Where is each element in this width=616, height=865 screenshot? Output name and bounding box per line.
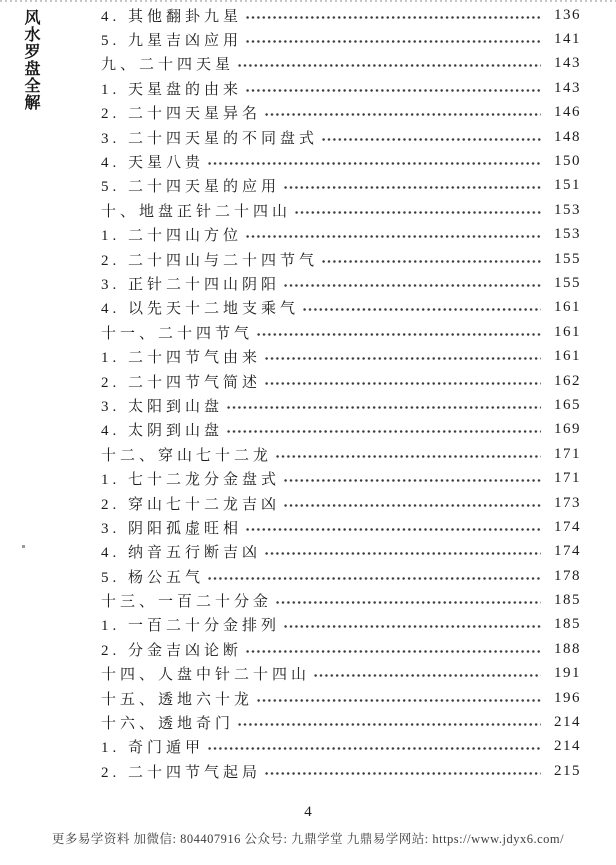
toc-entry-label: 2. 二十四节气起局 bbox=[101, 764, 262, 781]
toc-entry bbox=[101, 466, 581, 490]
toc-entry-label: 4. 其他翻卦九星 bbox=[101, 8, 243, 25]
dot-leader bbox=[284, 284, 541, 287]
toc-entry-page: 178 bbox=[554, 567, 581, 584]
toc-entry-label: 十二、穿山七十二龙 bbox=[101, 447, 273, 464]
toc-entry bbox=[101, 271, 581, 295]
toc-entry-label: 1. 七十二龙分金盘式 bbox=[101, 472, 281, 489]
toc-entry-page: 143 bbox=[554, 55, 581, 72]
toc-entry-label: 2. 穿山七十二龙吉凶 bbox=[101, 496, 281, 513]
dot-leader bbox=[284, 186, 541, 189]
toc-entry-label: 2. 二十四节气简述 bbox=[101, 374, 262, 391]
toc-entry-page: 153 bbox=[554, 201, 581, 218]
toc-entry-page: 136 bbox=[554, 6, 581, 23]
toc-entry-label: 3. 阴阳孤虚旺相 bbox=[101, 520, 243, 537]
dot-leader bbox=[238, 723, 541, 726]
toc-entry bbox=[101, 637, 581, 661]
toc-entry-label: 3. 太阳到山盘 bbox=[101, 398, 224, 415]
toc-entry-label: 2. 二十四天星异名 bbox=[101, 106, 262, 123]
dot-leader bbox=[284, 504, 541, 507]
toc-entry-label: 5. 二十四天星的应用 bbox=[101, 179, 281, 196]
toc-entry bbox=[101, 588, 581, 612]
toc-entry-label: 4. 以先天十二地支乘气 bbox=[101, 301, 300, 318]
toc-entry-page: 161 bbox=[554, 299, 581, 316]
toc-entry-page: 171 bbox=[554, 445, 581, 462]
dot-leader bbox=[246, 16, 541, 19]
dot-leader bbox=[227, 430, 541, 433]
toc-entry-page: 155 bbox=[554, 274, 581, 291]
dot-leader bbox=[265, 552, 541, 555]
toc-entry-page: 148 bbox=[554, 128, 581, 145]
toc-entry-label: 九、二十四天星 bbox=[101, 57, 235, 74]
dot-leader bbox=[295, 211, 541, 214]
dot-leader bbox=[246, 89, 541, 92]
toc-entry-page: 146 bbox=[554, 104, 581, 121]
toc-entry bbox=[101, 125, 581, 149]
toc-entry-label: 1. 二十四节气由来 bbox=[101, 350, 262, 367]
toc-entry bbox=[101, 149, 581, 173]
toc-entry bbox=[101, 198, 581, 222]
toc-entry-page: 191 bbox=[554, 665, 581, 682]
toc-entry-label: 2. 分金吉凶论断 bbox=[101, 642, 243, 659]
toc-entry-page: 161 bbox=[554, 348, 581, 365]
toc-entry bbox=[101, 296, 581, 320]
toc-entry bbox=[101, 344, 581, 368]
toc-entry-label: 5. 杨公五气 bbox=[101, 569, 205, 586]
toc-entry-page: 185 bbox=[554, 616, 581, 633]
toc-entry-label: 1. 奇门遁甲 bbox=[101, 740, 205, 757]
book-title-vertical: 风水罗盘全解 bbox=[22, 9, 39, 111]
toc-entry-label: 1. 一百二十分金排列 bbox=[101, 618, 281, 635]
toc-entry bbox=[101, 247, 581, 271]
toc-entry-label: 十一、二十四节气 bbox=[101, 325, 254, 342]
toc-entry-label: 4. 天星八贵 bbox=[101, 155, 205, 172]
dot-leader bbox=[322, 260, 541, 263]
toc-entry-page: 161 bbox=[554, 323, 581, 340]
toc-entry bbox=[101, 735, 581, 759]
dot-leader bbox=[284, 625, 541, 628]
toc-entry bbox=[101, 27, 581, 51]
toc-entry bbox=[101, 686, 581, 710]
toc-entry-page: 171 bbox=[554, 470, 581, 487]
toc-entry-page: 173 bbox=[554, 494, 581, 511]
toc-entry bbox=[101, 174, 581, 198]
dot-leader bbox=[246, 40, 541, 43]
toc-entry-page: 185 bbox=[554, 592, 581, 609]
toc-entry-page: 151 bbox=[554, 177, 581, 194]
toc-entry-label: 十、地盘正针二十四山 bbox=[101, 203, 292, 220]
dot-leader bbox=[303, 308, 541, 311]
toc-entry bbox=[101, 540, 581, 564]
toc-entry-page: 155 bbox=[554, 250, 581, 267]
scan-artifact-top-edge bbox=[0, 0, 616, 2]
toc-entry-label: 3. 二十四天星的不同盘式 bbox=[101, 130, 319, 147]
dot-leader bbox=[257, 699, 541, 702]
dot-leader bbox=[265, 382, 541, 385]
toc-entry-label: 5. 九星吉凶应用 bbox=[101, 33, 243, 50]
toc-entry-page: 174 bbox=[554, 518, 581, 535]
toc-entry bbox=[101, 418, 581, 442]
dot-leader bbox=[265, 772, 541, 775]
toc-entry-label: 十五、透地六十龙 bbox=[101, 691, 254, 708]
dot-leader bbox=[257, 333, 541, 336]
dot-leader bbox=[314, 674, 541, 677]
toc-entry-page: 188 bbox=[554, 640, 581, 657]
toc-entry bbox=[101, 223, 581, 247]
toc-entry bbox=[101, 759, 581, 783]
dot-leader bbox=[238, 64, 541, 67]
toc-entry-page: 153 bbox=[554, 226, 581, 243]
toc-entry bbox=[101, 564, 581, 588]
folio-page-number: 4 bbox=[304, 804, 312, 820]
dot-leader bbox=[208, 162, 541, 165]
dot-leader bbox=[276, 455, 541, 458]
toc-entry-page: 214 bbox=[554, 738, 581, 755]
toc-entry-label: 十三、一百二十分金 bbox=[101, 594, 273, 611]
toc-entry-page: 150 bbox=[554, 153, 581, 170]
toc-entry bbox=[101, 101, 581, 125]
toc-entry bbox=[101, 369, 581, 393]
dot-leader bbox=[208, 577, 541, 580]
table-of-contents bbox=[101, 3, 581, 784]
toc-entry bbox=[101, 613, 581, 637]
toc-entry-page: 174 bbox=[554, 543, 581, 560]
toc-entry-page: 214 bbox=[554, 714, 581, 731]
dot-leader bbox=[265, 357, 541, 360]
toc-entry-page: 162 bbox=[554, 372, 581, 389]
toc-entry-label: 1. 二十四山方位 bbox=[101, 228, 243, 245]
toc-entry-page: 143 bbox=[554, 79, 581, 96]
toc-entry-label: 3. 正针二十四山阴阳 bbox=[101, 276, 281, 293]
toc-entry-label: 4. 太阴到山盘 bbox=[101, 423, 224, 440]
toc-entry bbox=[101, 76, 581, 100]
dot-leader bbox=[265, 113, 541, 116]
toc-entry-label: 十六、透地奇门 bbox=[101, 716, 235, 733]
toc-entry-page: 141 bbox=[554, 31, 581, 48]
toc-entry-page: 169 bbox=[554, 421, 581, 438]
dot-leader bbox=[276, 601, 541, 604]
toc-entry-label: 十四、人盘中针二十四山 bbox=[101, 667, 311, 684]
toc-entry bbox=[101, 320, 581, 344]
toc-entry-label: 4. 纳音五行断吉凶 bbox=[101, 545, 262, 562]
dot-leader bbox=[227, 406, 541, 409]
toc-entry-label: 1. 天星盘的由来 bbox=[101, 81, 243, 98]
footer-promo-text: 更多易学资料 加微信: 804407916 公众号: 九鼎学堂 九鼎易学网站: https://www.jdyx6.com/ bbox=[51, 832, 565, 846]
dot-leader bbox=[246, 528, 541, 531]
toc-entry bbox=[101, 710, 581, 734]
dot-leader bbox=[284, 479, 541, 482]
dot-leader bbox=[208, 747, 541, 750]
dot-leader bbox=[322, 138, 541, 141]
dot-leader bbox=[246, 650, 541, 653]
scan-speck bbox=[22, 545, 25, 548]
toc-entry bbox=[101, 3, 581, 27]
toc-entry bbox=[101, 442, 581, 466]
toc-entry bbox=[101, 52, 581, 76]
toc-entry bbox=[101, 491, 581, 515]
toc-entry bbox=[101, 515, 581, 539]
toc-entry-page: 215 bbox=[554, 762, 581, 779]
toc-entry-page: 165 bbox=[554, 396, 581, 413]
toc-entry-page: 196 bbox=[554, 689, 581, 706]
toc-entry bbox=[101, 393, 581, 417]
toc-entry bbox=[101, 662, 581, 686]
toc-entry-label: 2. 二十四山与二十四节气 bbox=[101, 252, 319, 269]
dot-leader bbox=[246, 235, 541, 238]
